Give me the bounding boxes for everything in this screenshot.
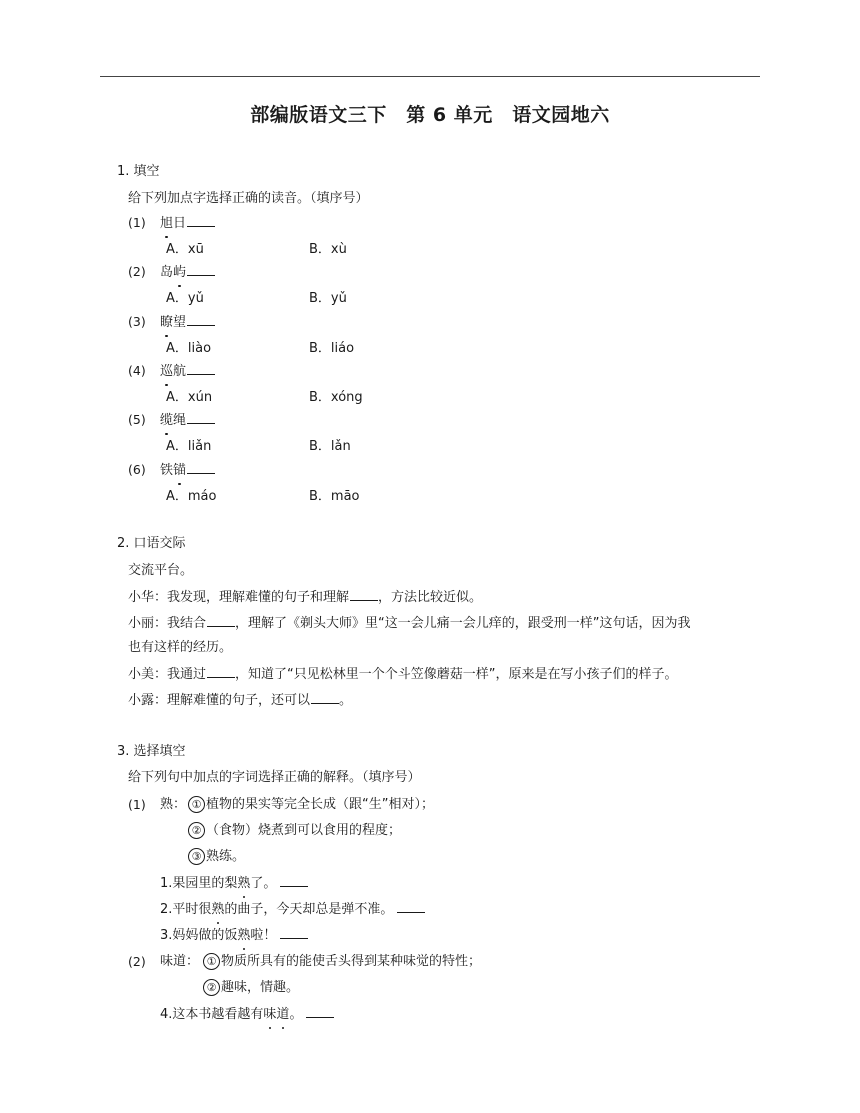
q3-word: 熟：: [160, 797, 187, 812]
answer-blank[interactable]: [280, 925, 308, 939]
answer-blank[interactable]: [306, 1004, 334, 1018]
definition: ② 趣味，情趣。: [203, 978, 299, 998]
definition: ① 物质所具有的能使舌头得到某种味觉的特性；: [203, 952, 481, 972]
q3-part-number: (2): [128, 954, 146, 969]
answer-blank[interactable]: [397, 899, 425, 913]
q3-sentence: 4.这本书越看越有味道。: [160, 1004, 334, 1025]
q3-instruction: 给下列句中加点的字词选择正确的解释。（填序号）: [128, 770, 421, 785]
definition: ② （食物）烧煮到可以食用的程度；: [188, 821, 401, 841]
q3-sentence: 3.妈妈做的饭熟啦！: [160, 925, 308, 946]
q3-part-number: (1): [128, 797, 146, 812]
answer-blank[interactable]: [187, 361, 215, 375]
q1-heading: 1. 填空: [117, 164, 160, 179]
answer-blank[interactable]: [207, 664, 235, 678]
q2-heading: 2. 口语交际: [117, 536, 186, 551]
answer-blank[interactable]: [187, 213, 215, 227]
answer-blank[interactable]: [207, 613, 235, 627]
q1-instruction: 给下列加点字选择正确的读音。（填序号）: [128, 191, 369, 206]
q3-word: 味道：: [160, 954, 200, 969]
q2-line: 小露：理解难懂的句子，还可以 。: [128, 690, 352, 711]
answer-blank[interactable]: [350, 587, 378, 601]
q2-line: 小华：我发现，理解难懂的句子和理解 ，方法比较近似。: [128, 587, 482, 608]
header-rule: [100, 76, 760, 77]
answer-blank[interactable]: [187, 460, 215, 474]
answer-blank[interactable]: [187, 262, 215, 276]
definition: ③ 熟练。: [188, 847, 245, 867]
q2-intro: 交流平台。: [128, 563, 194, 578]
answer-blank[interactable]: [187, 312, 215, 326]
q3-heading: 3. 选择填空: [117, 744, 186, 759]
definition: ① 植物的果实等完全长成（跟“生”相对）；: [188, 795, 434, 815]
q3-sentence: 2.平时很熟的曲子，今天却总是弹不准。: [160, 899, 425, 920]
q2-line: 小丽：我结合 ，理解了《剃头大师》里“这一会儿痛一会儿痒的，跟受刑一样”这句话，因为我: [128, 613, 691, 634]
q3-sentence: 1.果园里的梨熟了。: [160, 873, 308, 894]
q2-line: 也有这样的经历。: [128, 640, 233, 655]
answer-blank[interactable]: [311, 690, 339, 704]
q2-line: 小美：我通过 ，知道了“只见松林里一个个斗笠像蘑菇一样”，原来是在写小孩子们的样子。: [128, 664, 678, 685]
page-title: 部编版语文三下 第 6 单元 语文园地六: [250, 104, 610, 126]
answer-blank[interactable]: [187, 410, 215, 424]
answer-blank[interactable]: [280, 873, 308, 887]
